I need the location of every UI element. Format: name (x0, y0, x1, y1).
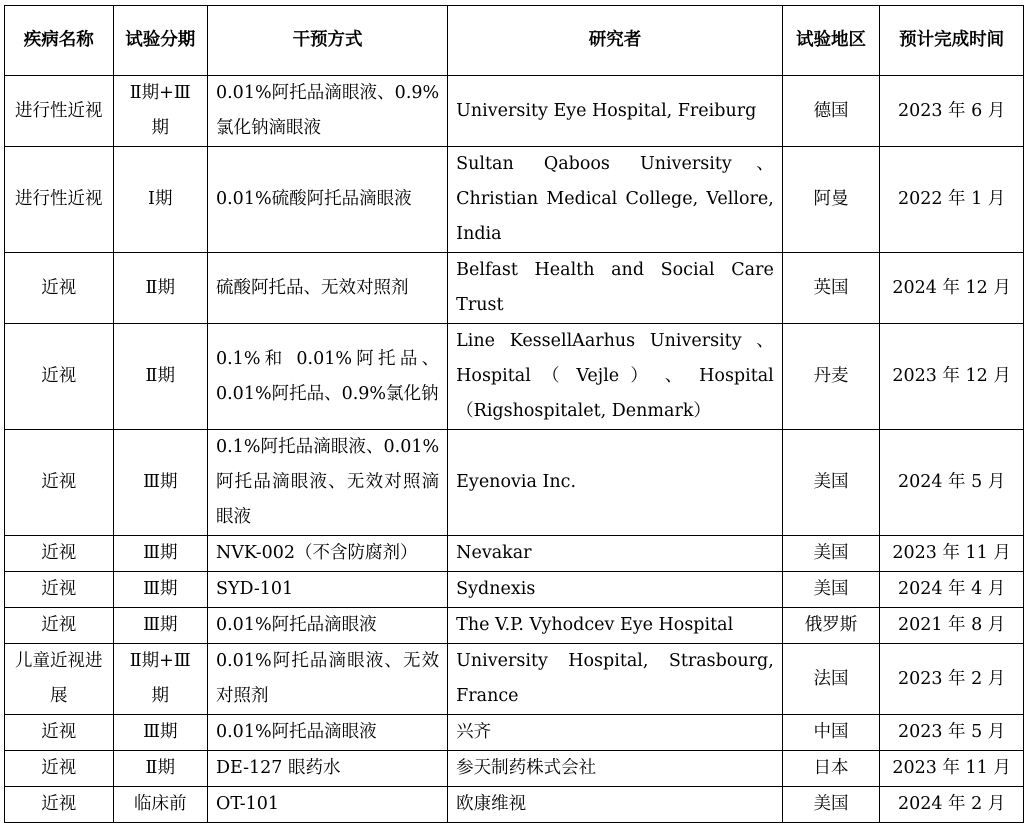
table-row (5, 147, 1024, 253)
cell-region: 俄罗斯 (782, 608, 879, 644)
cell-date: 2023 年 2 月 (880, 644, 1024, 715)
cell-date: 2023 年 11 月 (880, 536, 1024, 572)
cell-region: 阿曼 (782, 147, 879, 253)
cell-region: 中国 (782, 715, 879, 751)
cell-intervention: 0.1%和 0.01%阿托品、0.01%阿托品、0.9%氯化钠 (207, 324, 447, 430)
cell-researcher: University Hospital, Strasbourg, France (448, 644, 783, 715)
cell-researcher: 欧康维视 (448, 787, 783, 823)
header-phase: 试验分期 (113, 6, 207, 76)
table-row (5, 572, 1024, 608)
cell-disease: 近视 (5, 751, 114, 787)
cell-researcher: Sultan Qaboos University、Christian Medical College, Vellore, India (448, 147, 783, 253)
cell-intervention: NVK-002（不含防腐剂） (207, 536, 447, 572)
table-row (5, 76, 1024, 147)
cell-disease: 近视 (5, 787, 114, 823)
cell-researcher: Line KessellAarhus University 、 Hospital （ Vejle ） 、 Hospital （Rigshospitalet, Denmark） (448, 324, 783, 430)
cell-phase: Ⅲ期 (113, 572, 207, 608)
cell-date: 2024 年 5 月 (880, 430, 1024, 536)
cell-phase: Ⅱ期 (113, 253, 207, 324)
cell-date: 2023 年 12 月 (880, 324, 1024, 430)
cell-region: 美国 (782, 787, 879, 823)
header-intervention: 干预方式 (207, 6, 447, 76)
cell-researcher: 参天制药株式会社 (448, 751, 783, 787)
cell-phase: Ⅱ期+Ⅲ期 (113, 76, 207, 147)
cell-date: 2024 年 12 月 (880, 253, 1024, 324)
cell-disease: 近视 (5, 253, 114, 324)
cell-disease: 儿童近视进展 (5, 644, 114, 715)
cell-disease: 进行性近视 (5, 76, 114, 147)
cell-researcher: Sydnexis (448, 572, 783, 608)
table-row (5, 253, 1024, 324)
clinical-trials-table (4, 5, 1024, 823)
cell-date: 2023 年 11 月 (880, 751, 1024, 787)
cell-date: 2022 年 1 月 (880, 147, 1024, 253)
cell-intervention: 0.01%阿托品滴眼液、0.9%氯化钠滴眼液 (207, 76, 447, 147)
cell-intervention: 0.01%阿托品滴眼液 (207, 715, 447, 751)
cell-researcher: Nevakar (448, 536, 783, 572)
header-region: 试验地区 (782, 6, 879, 76)
cell-disease: 近视 (5, 608, 114, 644)
cell-researcher: Eyenovia Inc. (448, 430, 783, 536)
cell-phase: Ⅲ期 (113, 608, 207, 644)
table-row (5, 715, 1024, 751)
cell-intervention: 硫酸阿托品、无效对照剂 (207, 253, 447, 324)
cell-region: 丹麦 (782, 324, 879, 430)
cell-region: 美国 (782, 572, 879, 608)
cell-date: 2024 年 2 月 (880, 787, 1024, 823)
cell-researcher: University Eye Hospital, Freiburg (448, 76, 783, 147)
cell-researcher: 兴齐 (448, 715, 783, 751)
header-date: 预计完成时间 (880, 6, 1024, 76)
header-disease: 疾病名称 (5, 6, 114, 76)
cell-phase: Ⅲ期 (113, 536, 207, 572)
table-row (5, 787, 1024, 823)
cell-disease: 近视 (5, 572, 114, 608)
cell-intervention: OT-101 (207, 787, 447, 823)
cell-region: 美国 (782, 430, 879, 536)
table-row (5, 751, 1024, 787)
cell-intervention: 0.01%阿托品滴眼液、无效对照剂 (207, 644, 447, 715)
cell-phase: Ⅱ期 (113, 751, 207, 787)
cell-disease: 近视 (5, 536, 114, 572)
cell-intervention: 0.01%硫酸阿托品滴眼液 (207, 147, 447, 253)
table-body (5, 76, 1024, 823)
cell-phase: 临床前 (113, 787, 207, 823)
cell-phase: Ⅰ期 (113, 147, 207, 253)
cell-region: 德国 (782, 76, 879, 147)
cell-region: 日本 (782, 751, 879, 787)
cell-intervention: 0.01%阿托品滴眼液 (207, 608, 447, 644)
cell-date: 2023 年 6 月 (880, 76, 1024, 147)
cell-date: 2024 年 4 月 (880, 572, 1024, 608)
cell-phase: Ⅲ期 (113, 715, 207, 751)
cell-intervention: DE-127 眼药水 (207, 751, 447, 787)
cell-disease: 近视 (5, 430, 114, 536)
cell-researcher: Belfast Health and Social Care Trust (448, 253, 783, 324)
cell-intervention: 0.1%阿托品滴眼液、0.01%阿托品滴眼液、无效对照滴眼液 (207, 430, 447, 536)
cell-intervention: SYD-101 (207, 572, 447, 608)
table-row (5, 536, 1024, 572)
table-row (5, 608, 1024, 644)
cell-phase: Ⅱ期+Ⅲ期 (113, 644, 207, 715)
cell-date: 2023 年 5 月 (880, 715, 1024, 751)
cell-phase: Ⅱ期 (113, 324, 207, 430)
table-row (5, 324, 1024, 430)
cell-disease: 近视 (5, 715, 114, 751)
cell-region: 法国 (782, 644, 879, 715)
cell-date: 2021 年 8 月 (880, 608, 1024, 644)
cell-disease: 近视 (5, 324, 114, 430)
cell-region: 英国 (782, 253, 879, 324)
table-header-row (5, 6, 1024, 76)
cell-phase: Ⅲ期 (113, 430, 207, 536)
table-row (5, 644, 1024, 715)
cell-region: 美国 (782, 536, 879, 572)
cell-disease: 进行性近视 (5, 147, 114, 253)
cell-researcher: The V.P. Vyhodcev Eye Hospital (448, 608, 783, 644)
table-row (5, 430, 1024, 536)
header-researcher: 研究者 (448, 6, 783, 76)
